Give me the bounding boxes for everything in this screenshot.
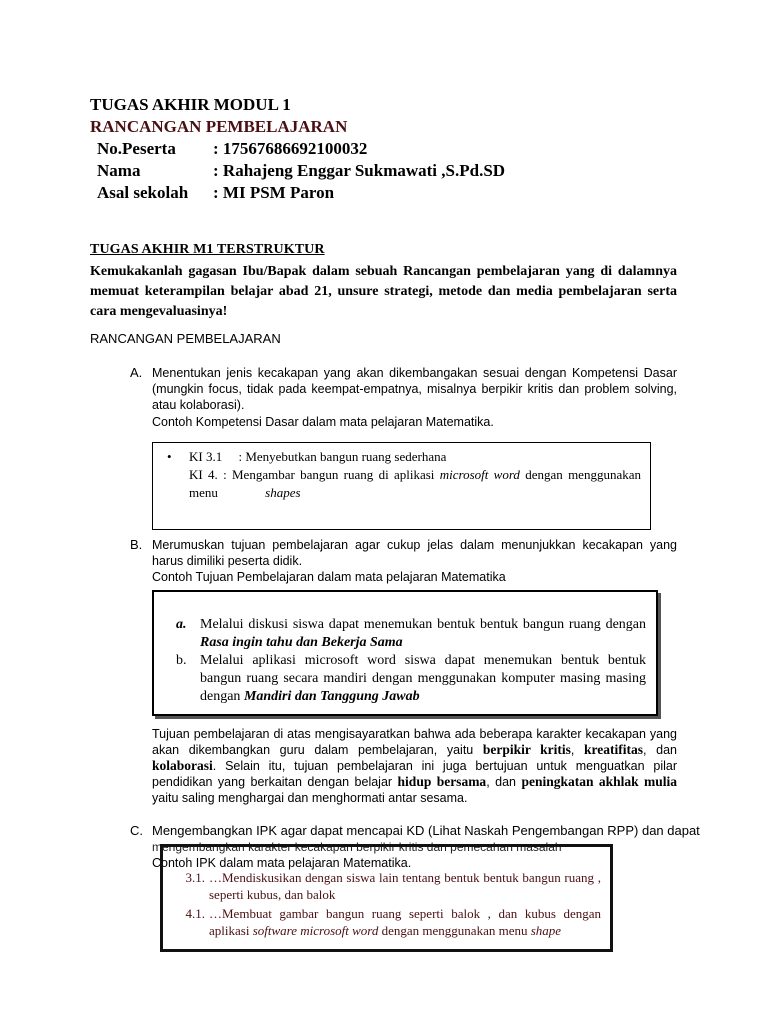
para-text: Tujuan pembelajaran di atas mengisayaratkan bahwa ada beberapa karakter kecakapan yang akan dikembangkan guru dalam pembelajaran, yaitu bbox=[152, 727, 677, 757]
document-subtitle: RANCANGAN PEMBELAJARAN bbox=[90, 117, 348, 136]
ipk-item-3-1 bbox=[171, 869, 601, 903]
info-key: Asal sekolah bbox=[97, 183, 189, 202]
kd-content bbox=[189, 448, 641, 502]
para-text: . Selain itu, tujuan pembelajaran ini juga bertujuan untuk menguatkan pilar pendidikan yang berkaitan dengan belajar bbox=[152, 759, 677, 789]
item-text bbox=[200, 652, 646, 706]
section-c-example: Contoh IPK dalam mata pelajaran Matematika. bbox=[152, 856, 412, 870]
info-row-peserta bbox=[90, 138, 505, 160]
item-text-bold: Mandiri dan Tanggung Jawab bbox=[243, 689, 420, 704]
section-c-text: Mengembangkan IPK agar dapat mencapai KD (Lihat Naskah Pengembangan RPP) dan dapat bbox=[152, 823, 700, 838]
info-value: : 17567686692100032 bbox=[213, 139, 368, 158]
info-key: No.Peserta bbox=[97, 139, 176, 158]
item-text bbox=[209, 905, 601, 939]
item-text bbox=[200, 616, 646, 652]
section-a-marker: A. bbox=[130, 365, 143, 380]
item-text-bold: Rasa ingin tahu dan Bekerja Sama bbox=[200, 635, 403, 650]
info-value: : Rahajeng Enggar Sukmawati ,S.Pd.SD bbox=[213, 161, 506, 180]
para-bold: berpikir kritis bbox=[482, 742, 571, 757]
item-text-plain: Melalui aplikasi microsoft word siswa dapat menemukan bentuk bentuk bangun ruang secara mandiri dengan menggunakan komputer masing masing dengan bbox=[200, 653, 646, 704]
para-text: , dan bbox=[643, 743, 677, 757]
item-label: a. bbox=[176, 617, 187, 632]
tujuan-item-a bbox=[176, 616, 646, 652]
tujuan-pembelajaran-box bbox=[152, 590, 658, 716]
ki-4-text: KI 4. : Mengambar bangun ruang di aplikasi bbox=[189, 467, 440, 482]
tujuan-item-b bbox=[176, 652, 646, 706]
info-key: Nama bbox=[97, 161, 141, 180]
info-row-nama bbox=[90, 160, 505, 182]
para-bold: kolaborasi bbox=[152, 758, 213, 773]
item-label: b. bbox=[176, 653, 187, 668]
section-label: RANCANGAN PEMBELAJARAN bbox=[90, 331, 281, 346]
section-a-text: Menentukan jenis kecakapan yang akan dikembangakan sesuai dengan Kompetensi Dasar (mungkin focus, tidak pada keempat-empatnya, misalnya berpikir kritis dan problem solving, atau kolaborasi). bbox=[152, 366, 677, 412]
section-b-text: Merumuskan tujuan pembelajaran agar cukup jelas dalam menunjukkan kecakapan yang harus dimiliki peserta didik. bbox=[152, 538, 677, 568]
para-text: , bbox=[570, 743, 585, 757]
item-text-italic: shape bbox=[530, 923, 562, 938]
item-text-italic: software microsoft word bbox=[252, 923, 379, 938]
task-question: Kemukakanlah gagasan Ibu/Bapak dalam sebuah Rancangan pembelajaran yang di dalamnya memuat keterampilan belajar abad 21, unsure strategi, metode dan media pembelajaran serta cara mengevaluasinya! bbox=[90, 264, 677, 319]
section-b-paragraph bbox=[152, 726, 677, 806]
ipk-item-4-1 bbox=[171, 905, 601, 939]
ipk-box bbox=[160, 844, 613, 952]
ki-3-1: KI 3.1 : Menyebutkan bangun ruang sederhana bbox=[189, 449, 447, 464]
document-title: TUGAS AKHIR MODUL 1 bbox=[90, 95, 291, 114]
para-bold: peningkatan akhlak mulia bbox=[521, 774, 677, 789]
document-header bbox=[90, 94, 505, 204]
item-text-plain: Melalui diskusi siswa dapat menemukan bentuk bentuk bangun ruang dengan bbox=[200, 617, 646, 632]
bullet: • bbox=[167, 449, 172, 464]
ki-4-italic: microsoft word bbox=[439, 467, 520, 482]
item-text-plain: dengan menggunakan menu bbox=[378, 923, 531, 938]
item-label: 3.1. bbox=[185, 870, 205, 885]
section-b-marker: B. bbox=[130, 537, 143, 552]
item-text: …Mendiskusikan dengan siswa lain tentang bentuk bentuk bangun ruang , seperti kubus, dan balok bbox=[209, 870, 601, 902]
info-row-sekolah bbox=[90, 182, 505, 204]
ki-4-shapes: shapes bbox=[265, 485, 301, 500]
info-value: : MI PSM Paron bbox=[213, 183, 335, 202]
section-c-line2: mengembangkan karakter kecakapan berpikir kritis dan pemecahan masalah bbox=[152, 840, 562, 854]
ki-4-text-b: dengan menggunakan menu bbox=[189, 467, 641, 500]
section-a-example: Contoh Kompetensi Dasar dalam mata pelajaran Matematika. bbox=[152, 415, 494, 429]
ki-4 bbox=[189, 466, 641, 502]
task-title: TUGAS AKHIR M1 TERSTRUKTUR bbox=[90, 242, 325, 257]
section-c-marker: C. bbox=[130, 823, 143, 838]
item-label: 4.1. bbox=[185, 906, 205, 921]
section-b-example: Contoh Tujuan Pembelajaran dalam mata pelajaran Matematika bbox=[152, 570, 506, 584]
item-text-plain: …Membuat gambar bangun ruang seperti balok , dan kubus dengan aplikasi bbox=[209, 906, 601, 938]
para-bold: kreatifitas bbox=[584, 742, 644, 757]
ipk-content bbox=[171, 869, 601, 939]
para-text: , dan bbox=[486, 775, 522, 789]
para-bold: hidup bersama bbox=[397, 774, 487, 789]
kompetensi-dasar-box bbox=[152, 442, 651, 530]
para-text: yaitu saling menghargai dan menghormati antar sesama. bbox=[152, 791, 468, 805]
tujuan-content bbox=[176, 616, 646, 706]
